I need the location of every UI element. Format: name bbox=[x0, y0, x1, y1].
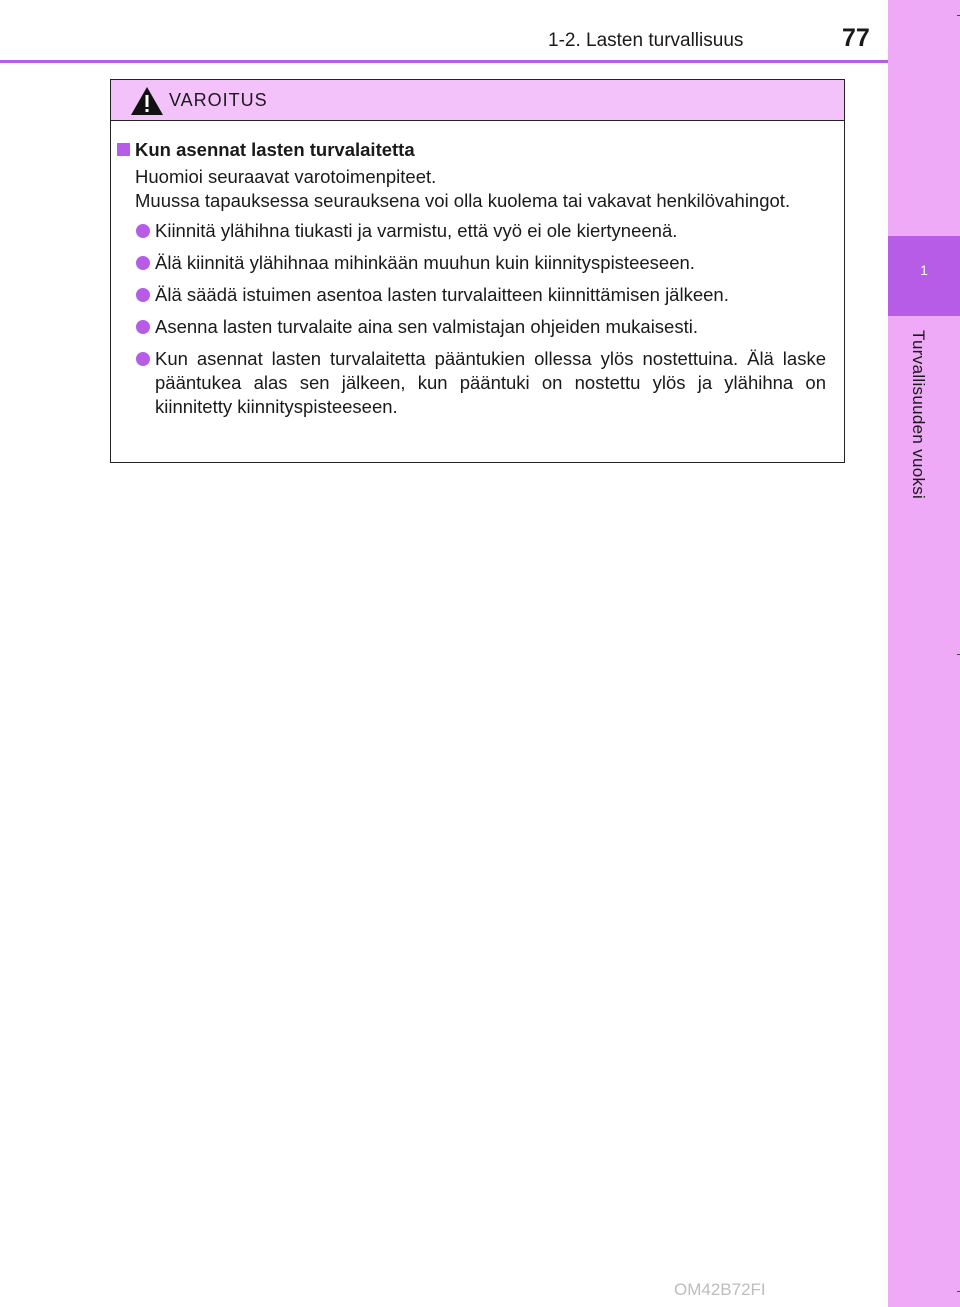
header-rule bbox=[0, 60, 888, 63]
warning-body bbox=[111, 121, 844, 419]
list-item bbox=[115, 347, 828, 419]
list-item bbox=[115, 219, 828, 243]
list-item-text: Kiinnitä ylähihna tiukasti ja varmistu, että vyö ei ole kiertyneenä. bbox=[155, 220, 678, 241]
circle-bullet-icon bbox=[136, 320, 150, 334]
circle-bullet-icon bbox=[136, 256, 150, 270]
intro-line: Huomioi seuraavat varotoimenpiteet. bbox=[135, 166, 437, 187]
warning-intro bbox=[115, 165, 828, 213]
warning-box bbox=[110, 79, 845, 463]
list-item-text: Kun asennat lasten turvalaitetta pääntukien ollessa ylös nostettuina. Älä laske pääntukea alas sen jälkeen, kun pääntuki on nostettu ylös ja ylähihna on kiinnitetty kiinnityspisteeseen. bbox=[155, 348, 826, 417]
list-item bbox=[115, 315, 828, 339]
square-bullet-icon bbox=[117, 143, 130, 156]
list-item bbox=[115, 283, 828, 307]
chapter-number: 1 bbox=[920, 262, 928, 278]
warning-label: VAROITUS bbox=[169, 90, 268, 110]
chapter-title: Turvallisuuden vuoksi bbox=[909, 330, 928, 500]
circle-bullet-icon bbox=[136, 288, 150, 302]
list-item-text: Älä kiinnitä ylähihnaa mihinkään muuhun kuin kiinnityspisteeseen. bbox=[155, 252, 695, 273]
warning-heading-text: Kun asennat lasten turvalaitetta bbox=[135, 139, 415, 160]
list-item-text: Asenna lasten turvalaite aina sen valmistajan ohjeiden mukaisesti. bbox=[155, 316, 698, 337]
warning-header bbox=[111, 80, 844, 121]
section-title: 1-2. Lasten turvallisuus bbox=[548, 30, 744, 51]
circle-bullet-icon bbox=[136, 224, 150, 238]
intro-line: Muussa tapauksessa seurauksena voi olla kuolema tai vakavat henkilövahingot. bbox=[135, 190, 791, 211]
list-item bbox=[115, 251, 828, 275]
warning-bullet-list bbox=[115, 219, 828, 419]
side-chapter-strip bbox=[888, 0, 960, 1307]
footer-watermark: OM42B72FI bbox=[674, 1280, 766, 1299]
warning-triangle-icon bbox=[130, 86, 164, 116]
warning-heading bbox=[115, 137, 828, 163]
list-item-text: Älä säädä istuimen asentoa lasten turvalaitteen kiinnittämisen jälkeen. bbox=[155, 284, 729, 305]
circle-bullet-icon bbox=[136, 352, 150, 366]
page-number: 77 bbox=[842, 24, 870, 52]
